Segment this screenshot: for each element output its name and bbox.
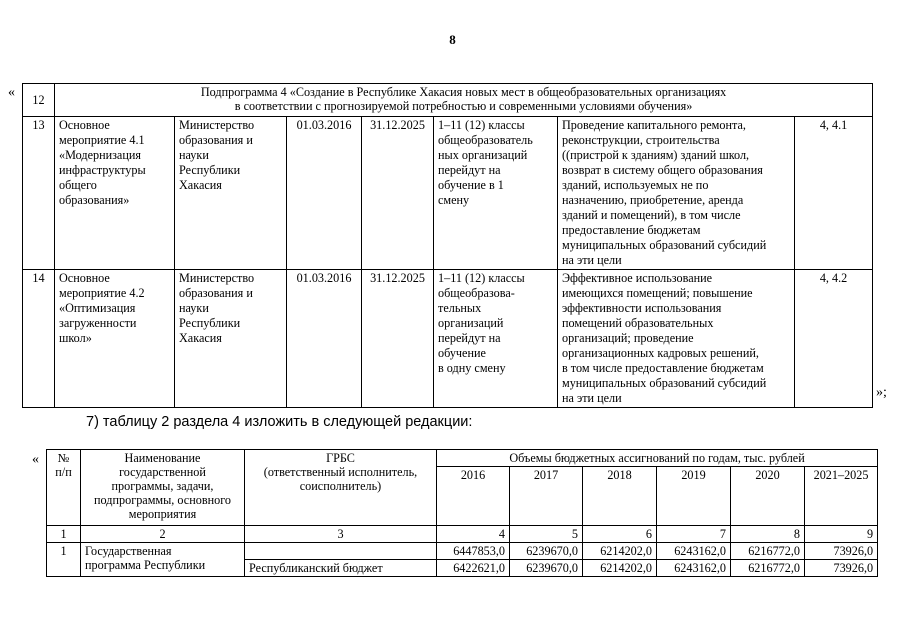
header-year: 2017: [510, 467, 583, 526]
start-date: 01.03.2016: [287, 117, 362, 270]
header-row: [47, 450, 878, 467]
value-cell: 6214202,0: [583, 543, 657, 560]
value-cell: 6239670,0: [510, 543, 583, 560]
header-year: 2020: [731, 467, 805, 526]
event-name: Основное мероприятие 4.2 «Оптимизация загруженности школ»: [55, 270, 175, 408]
header-year: 2021–2025: [805, 467, 878, 526]
value-cell: 6243162,0: [657, 543, 731, 560]
row-number: 1: [47, 543, 81, 577]
col-number: 1: [47, 526, 81, 543]
col-number: 8: [731, 526, 805, 543]
col-number: 2: [81, 526, 245, 543]
open-quote: «: [32, 452, 39, 467]
col-number: 3: [245, 526, 437, 543]
row-number: 14: [23, 270, 55, 408]
header-year: 2018: [583, 467, 657, 526]
header-year: 2016: [437, 467, 510, 526]
header-number: № п/п: [47, 450, 81, 526]
col-number: 9: [805, 526, 878, 543]
event-content: Проведение капитального ремонта, реконструкции, строительства ((пристрой к зданиям) зданий школ, возврат в систему общего образования зданий, используемых не по назначению, приобретение, аренда зданий и помещений), в том числе предоставление бюджетам муниципальных образований субсидий на эти цели: [558, 117, 795, 270]
table-row: [47, 543, 878, 560]
row-number: 13: [23, 117, 55, 270]
executor: Министерство образования и науки Республики Хакасия: [175, 270, 287, 408]
program-events-table: [22, 83, 873, 408]
header-name: Наименование государственной программы, задачи, подпрограммы, основного мероприятия: [81, 450, 245, 526]
executor: Министерство образования и науки Республики Хакасия: [175, 117, 287, 270]
row-number: 12: [23, 84, 55, 117]
value-cell: 73926,0: [805, 543, 878, 560]
header-grbs: ГРБС (ответственный исполнитель, соисполнитель): [245, 450, 437, 526]
value-cell: 6214202,0: [583, 560, 657, 577]
value-cell: 6447853,0: [437, 543, 510, 560]
expected-result: 1–11 (12) классы общеобразователь ных организаций перейдут на обучение в 1 смену: [434, 117, 558, 270]
col-number: 5: [510, 526, 583, 543]
value-cell: 6216772,0: [731, 543, 805, 560]
value-cell: 6422621,0: [437, 560, 510, 577]
grbs-cell: Республиканский бюджет: [245, 560, 437, 577]
end-date: 31.12.2025: [362, 270, 434, 408]
table-row: [23, 270, 873, 408]
close-quote: »;: [876, 385, 887, 400]
header-year: 2019: [657, 467, 731, 526]
amendment-paragraph: 7) таблицу 2 раздела 4 изложить в следующей редакции:: [86, 414, 473, 430]
event-name: Основное мероприятие 4.1 «Модернизация инфраструктуры общего образования»: [55, 117, 175, 270]
program-name: Государственная программа Республики: [81, 543, 245, 577]
page-number: 8: [449, 32, 456, 47]
table-row: [23, 117, 873, 270]
column-numbers-row: [47, 526, 878, 543]
subprogram-title: Подпрограмма 4 «Создание в Республике Хакасия новых мест в общеобразовательных организациях в соответствии с прогнозируемой потребностью и современными условиями обучения»: [55, 84, 873, 117]
grbs-cell: [245, 543, 437, 560]
expected-result: 1–11 (12) классы общеобразова- тельных организаций перейдут на обучение в одну смену: [434, 270, 558, 408]
open-quote: «: [8, 85, 15, 100]
subprogram-row: [23, 84, 873, 117]
indicators: 4, 4.1: [795, 117, 873, 270]
value-cell: 6216772,0: [731, 560, 805, 577]
col-number: 6: [583, 526, 657, 543]
value-cell: 73926,0: [805, 560, 878, 577]
header-volumes: Объемы бюджетных ассигнований по годам, тыс. рублей: [437, 450, 878, 467]
col-number: 4: [437, 526, 510, 543]
col-number: 7: [657, 526, 731, 543]
value-cell: 6243162,0: [657, 560, 731, 577]
indicators: 4, 4.2: [795, 270, 873, 408]
value-cell: 6239670,0: [510, 560, 583, 577]
start-date: 01.03.2016: [287, 270, 362, 408]
budget-allocations-table: [46, 449, 878, 577]
end-date: 31.12.2025: [362, 117, 434, 270]
event-content: Эффективное использование имеющихся помещений; повышение эффективности использования помещений образовательных организаций; проведение организационных кадровых решений, в том числе предоставление бюджетам муниципальных образований субсидий на эти цели: [558, 270, 795, 408]
